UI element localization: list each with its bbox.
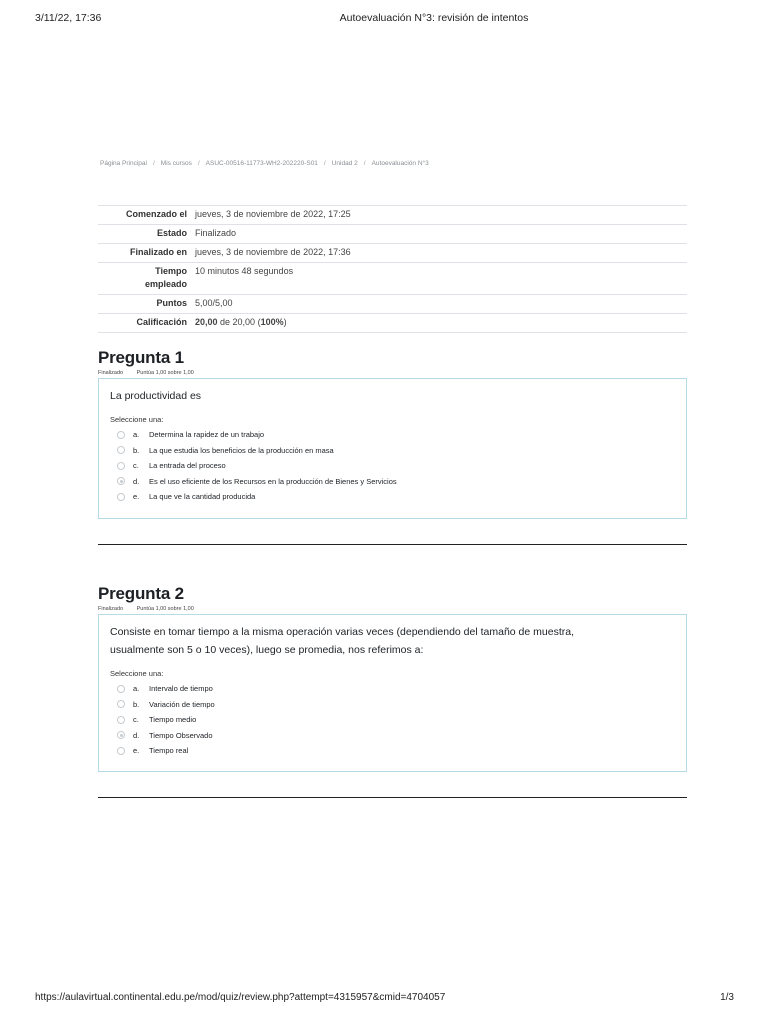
summary-row-points [98, 295, 687, 314]
radio-checked-icon[interactable] [117, 477, 125, 485]
option-letter: b. [133, 699, 140, 709]
question-text: La productividad es [110, 390, 202, 402]
question-2 [98, 584, 687, 772]
summary-label-line: Tiempo [155, 266, 187, 276]
summary-label: Finalizado en [129, 247, 187, 257]
option-letter: c. [133, 715, 139, 725]
question-title: Pregunta 2 [98, 584, 184, 603]
option-text: Tiempo Observado [149, 730, 213, 740]
summary-value: 5,00/5,00 [195, 298, 233, 308]
summary-value [192, 314, 687, 333]
question-1 [98, 348, 687, 519]
print-page-number: 1/3 [720, 992, 734, 1003]
question-text [110, 623, 675, 659]
option-text: La que estudia los beneficios de la producción en masa [149, 445, 334, 455]
question-status: Finalizado [98, 606, 124, 612]
breadcrumb-unit[interactable]: Unidad 2 [331, 160, 358, 167]
option-text: La entrada del proceso [149, 461, 226, 471]
option-text: Es el uso eficiente de los Recursos en la producción de Bienes y Servicios [149, 476, 397, 486]
question-info [98, 370, 687, 378]
radio-icon[interactable] [117, 493, 125, 501]
summary-row-grade [98, 314, 687, 333]
option-letter: e. [133, 746, 140, 756]
answer-option[interactable] [110, 712, 675, 728]
radio-checked-icon[interactable] [117, 731, 125, 739]
option-letter: a. [133, 684, 140, 694]
option-text: Tiempo real [149, 746, 189, 756]
answer-options [110, 681, 675, 759]
answer-option[interactable] [110, 489, 675, 505]
print-footer [0, 992, 768, 1008]
summary-row-state [98, 225, 687, 244]
breadcrumb-course[interactable]: ASUC-00516-11773-WH2-202220-S01 [205, 160, 318, 167]
option-letter: e. [133, 492, 140, 502]
answer-options [110, 427, 675, 505]
breadcrumb-quiz[interactable]: Autoevaluación N°3 [371, 160, 429, 167]
radio-icon[interactable] [117, 431, 125, 439]
radio-icon[interactable] [117, 446, 125, 454]
answer-option[interactable] [110, 474, 675, 490]
grade-of: de 20,00 ( [217, 317, 261, 327]
radio-icon[interactable] [117, 685, 125, 693]
radio-icon[interactable] [117, 700, 125, 708]
option-letter: c. [133, 461, 139, 471]
summary-value: jueves, 3 de noviembre de 2022, 17:36 [195, 247, 351, 257]
question-status: Finalizado [98, 370, 124, 376]
breadcrumb [100, 160, 700, 167]
breadcrumb-my-courses[interactable]: Mis cursos [160, 160, 192, 167]
answer-option[interactable] [110, 681, 675, 697]
breadcrumb-separator: / [323, 160, 326, 167]
radio-icon[interactable] [117, 747, 125, 755]
question-divider [98, 797, 687, 798]
option-letter: a. [133, 430, 140, 440]
select-one-label: Seleccione una: [110, 669, 164, 678]
summary-label [98, 263, 192, 295]
breadcrumb-home[interactable]: Página Principal [100, 160, 147, 167]
question-title: Pregunta 1 [98, 348, 184, 367]
option-letter: d. [133, 476, 140, 486]
question-score: Puntúa 1,00 sobre 1,00 [136, 606, 194, 612]
option-letter: d. [133, 730, 140, 740]
answer-option[interactable] [110, 427, 675, 443]
option-text: Variación de tiempo [149, 699, 215, 709]
summary-label: Estado [156, 228, 187, 238]
option-text: La que ve la cantidad producida [149, 492, 256, 502]
summary-label: Puntos [156, 298, 187, 308]
summary-row-started [98, 206, 687, 225]
answer-option[interactable] [110, 697, 675, 713]
summary-label: Comenzado el [125, 209, 187, 219]
answer-option[interactable] [110, 443, 675, 459]
summary-label: Calificación [136, 317, 187, 327]
attempt-summary-table [98, 205, 687, 333]
print-header [0, 12, 768, 32]
option-text: Determina la rapidez de un trabajo [149, 430, 265, 440]
question-score: Puntúa 1,00 sobre 1,00 [136, 370, 194, 376]
answer-option[interactable] [110, 743, 675, 759]
radio-icon[interactable] [117, 716, 125, 724]
summary-value: 10 minutos 48 segundos [195, 266, 294, 276]
select-one-label: Seleccione una: [110, 415, 164, 424]
breadcrumb-separator: / [152, 160, 155, 167]
option-text: Intervalo de tiempo [149, 684, 213, 694]
print-title: Autoevaluación N°3: revisión de intentos [339, 12, 529, 24]
answer-option[interactable] [110, 458, 675, 474]
breadcrumb-separator: / [363, 160, 366, 167]
summary-value: Finalizado [195, 228, 237, 238]
question-text-line: usualmente son 5 o 10 veces), luego se promedia, nos referimos a: [110, 644, 424, 656]
question-info [98, 606, 687, 614]
grade-percent: 100% [260, 317, 284, 327]
question-text-line: Consiste en tomar tiempo a la misma operación varias veces (dependiendo del tamaño de muestra, [110, 626, 574, 638]
answer-option[interactable] [110, 728, 675, 744]
option-letter: b. [133, 445, 140, 455]
print-datetime: 3/11/22, 17:36 [35, 12, 102, 24]
summary-row-time [98, 263, 687, 295]
radio-icon[interactable] [117, 462, 125, 470]
grade-close: ) [283, 317, 287, 327]
breadcrumb-separator: / [197, 160, 200, 167]
question-content-box [98, 614, 687, 772]
summary-row-finished [98, 244, 687, 263]
print-url: https://aulavirtual.continental.edu.pe/mod/quiz/review.php?attempt=4315957&cmid=4704057 [35, 992, 446, 1003]
summary-label-line: empleado [144, 279, 187, 289]
summary-value: jueves, 3 de noviembre de 2022, 17:25 [195, 209, 351, 219]
grade-score: 20,00 [195, 317, 218, 327]
option-text: Tiempo medio [149, 715, 197, 725]
question-divider [98, 544, 687, 545]
question-content-box [98, 378, 687, 519]
